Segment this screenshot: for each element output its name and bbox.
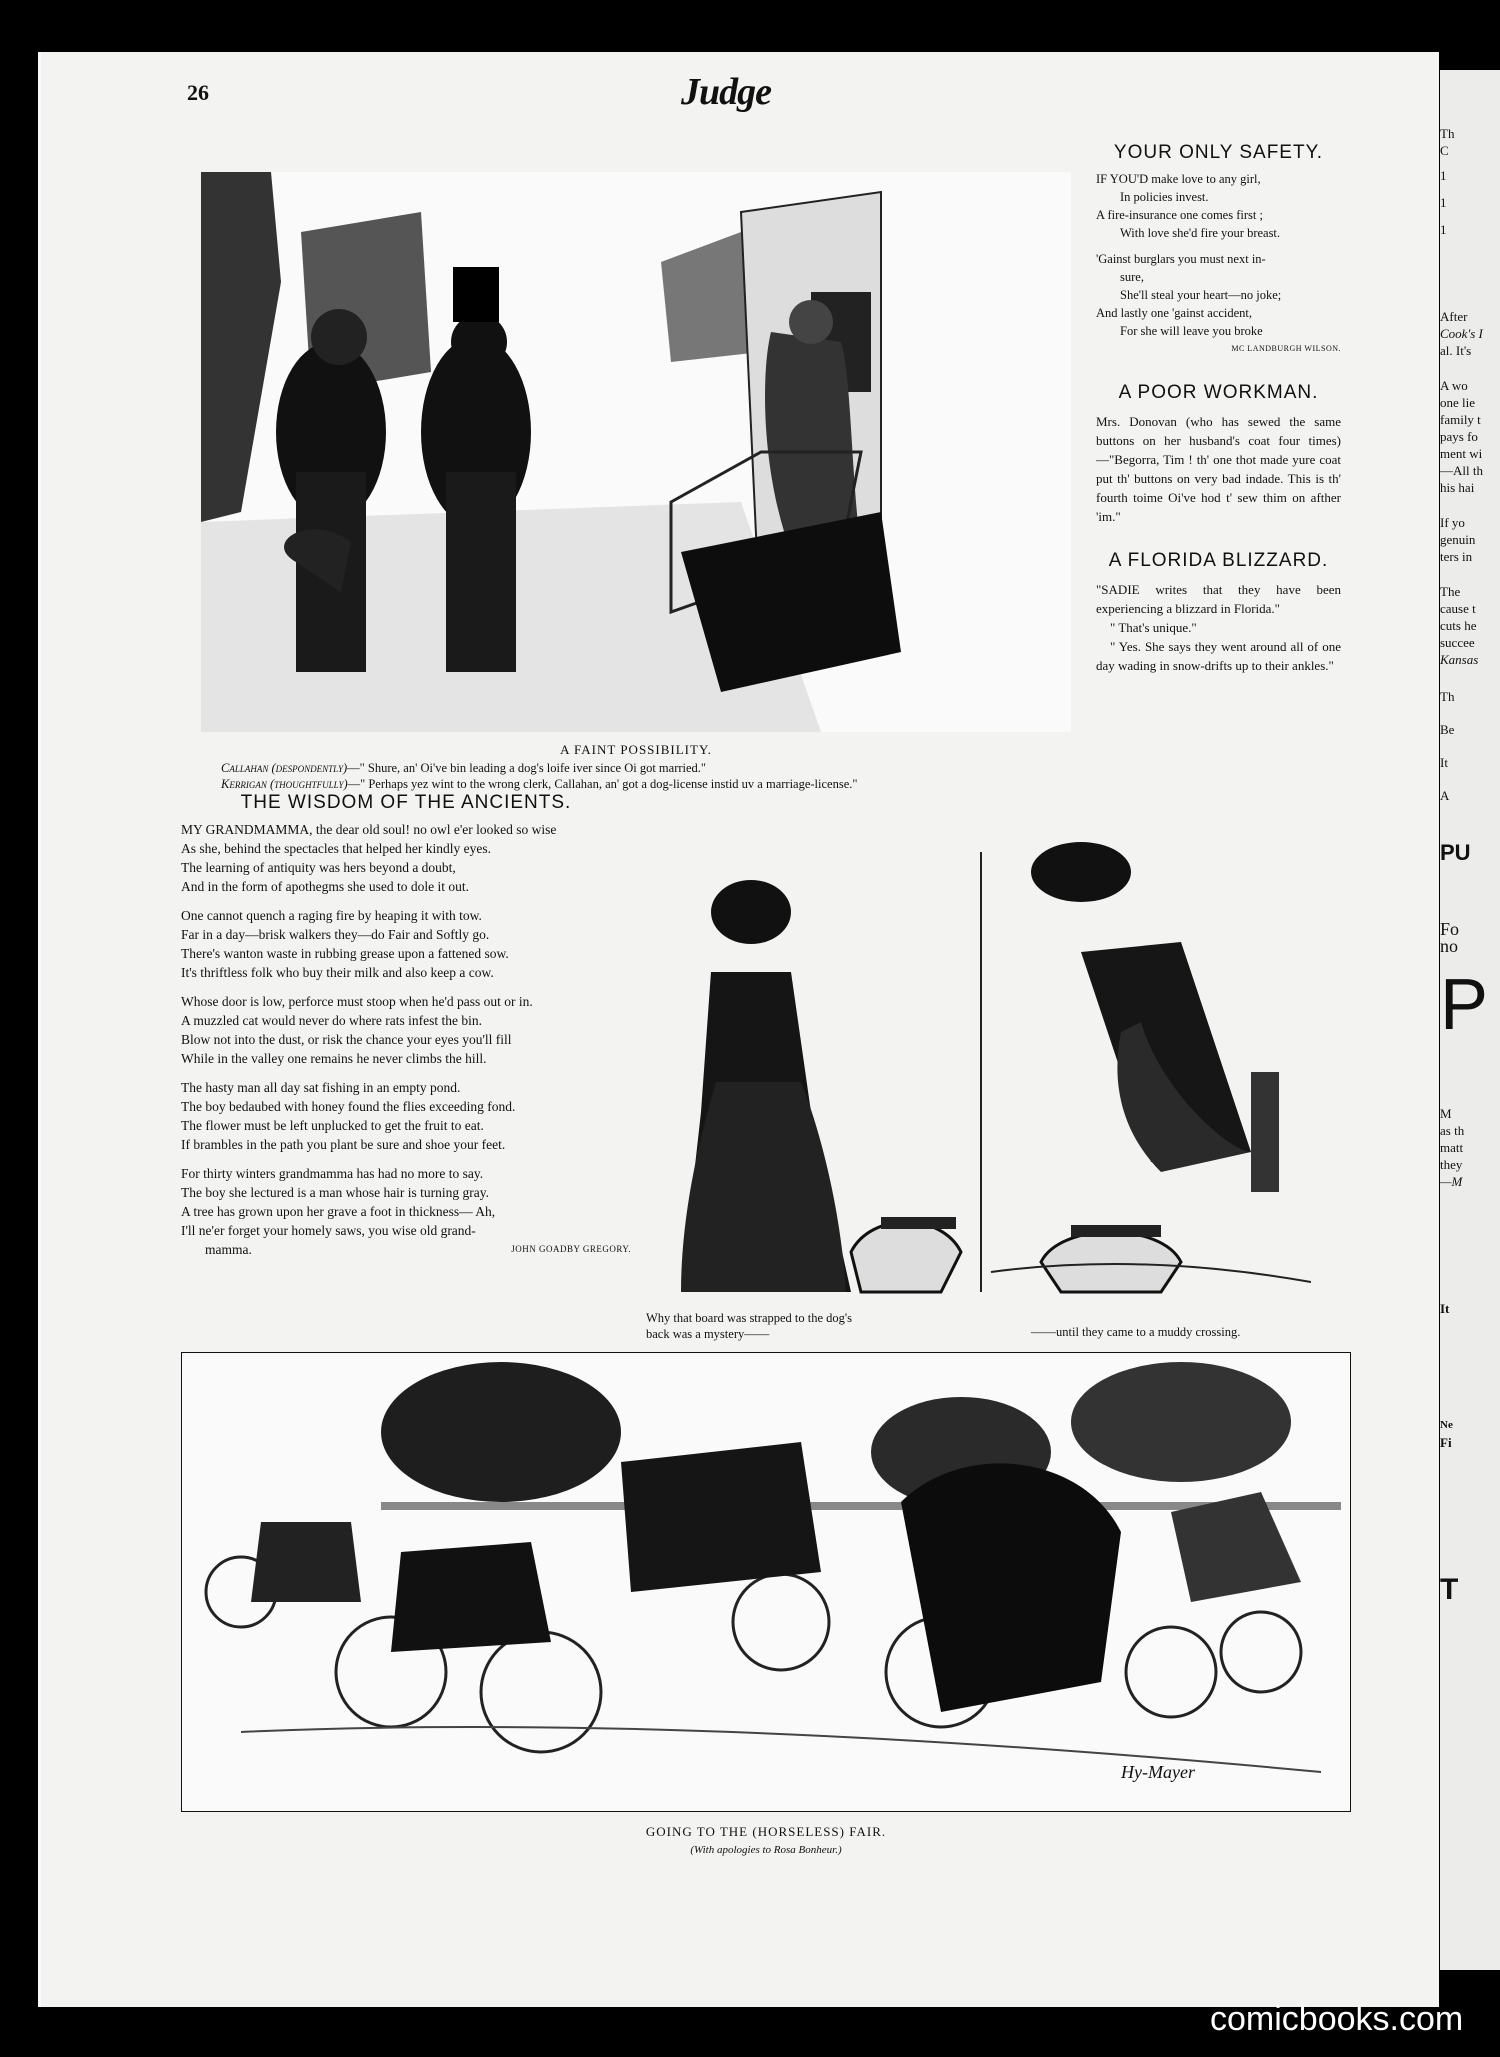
facing-fragment: If yo <box>1440 515 1465 530</box>
facing-fragment: It <box>1440 755 1448 770</box>
right-column <box>1096 142 1341 675</box>
poem-line: I'll ne'er forget your homely saws, you wise old grand- <box>181 1223 476 1238</box>
poem-line: The hasty man all day sat fishing in an empty pond. <box>181 1080 461 1095</box>
blizzard-text <box>1096 580 1341 675</box>
facing-fragment: Cook's I <box>1440 326 1483 341</box>
facing-fragment: —All th <box>1440 463 1483 478</box>
poem-line: Far in a day—brisk walkers they—do Fair and Softly go. <box>181 927 490 942</box>
wisdom-poem <box>181 820 631 1259</box>
poem-line: As she, behind the spectacles that helped her kindly eyes. <box>181 841 492 856</box>
facing-fragment: 1 <box>1440 222 1447 237</box>
poem-line: A muzzled cat would never do where rats infest the bin. <box>181 1013 483 1028</box>
facing-fragment: M <box>1440 1106 1452 1121</box>
facing-fragment: genuin <box>1440 532 1476 547</box>
blizzard-paragraph: " Yes. She says they went around all of one day wading in snow-drifts up to their ankles." <box>1096 639 1341 673</box>
facing-fragment: T <box>1440 1573 1459 1606</box>
poem-line: One cannot quench a raging fire by heaping it with tow. <box>181 908 482 923</box>
poem-line: It's thriftless folk who buy their milk and also keep a cow. <box>181 965 494 980</box>
facing-fragment: Th <box>1440 126 1455 141</box>
poem-line: Whose door is low, perforce must stoop when he'd pass out or in. <box>181 994 533 1009</box>
magazine-page <box>38 52 1439 2007</box>
cartoon1-quote1: —" Shure, an' Oi've bin leading a dog's loife iver since Oi got married." <box>347 761 707 775</box>
facing-fragment: ment wi <box>1440 446 1483 461</box>
poem-line: The boy bedaubed with honey found the flies exceeding fond. <box>181 1099 516 1114</box>
cartoon1-speaker2: Kerrigan (thoughtfully) <box>221 777 348 791</box>
facing-fragment: family t <box>1440 412 1481 427</box>
facing-fragment: PU <box>1440 840 1471 865</box>
wisdom-signature: JOHN GOADBY GREGORY. <box>511 1244 631 1254</box>
poem-line: While in the valley one remains he never climbs the hill. <box>181 1051 487 1066</box>
facing-fragment: A wo <box>1440 378 1468 393</box>
fair-artist-signature: Hy-Mayer <box>1121 1762 1195 1782</box>
dog-strip-caption-left: Why that board was strapped to the dog's back was a mystery—— <box>646 1311 853 1341</box>
facing-fragment: 1 <box>1440 168 1447 183</box>
facing-fragment: After <box>1440 309 1468 324</box>
wisdom-stanza <box>181 1078 631 1154</box>
facing-fragment: pays fo <box>1440 429 1478 444</box>
poem-line: mamma. <box>205 1242 252 1257</box>
facing-fragment: Kansas <box>1440 652 1479 667</box>
horseless-fair-illustration <box>181 1352 1351 1812</box>
poem-line: There's wanton waste in rubbing grease upon a fattened sow. <box>181 946 509 961</box>
facing-fragment: ters in <box>1440 549 1473 564</box>
safety-line: IF YOU'D make love to any girl, <box>1096 172 1261 186</box>
safety-line: For she will leave you broke <box>1120 324 1263 338</box>
facing-fragment: his hai <box>1440 480 1475 495</box>
cartoon1-speaker1: Callahan (despondently) <box>221 761 348 775</box>
dog-strip-caption-right: ——until they came to a muddy crossing. <box>1031 1325 1241 1339</box>
cartoon1-caption <box>201 760 1071 792</box>
safety-line: And lastly one 'gainst accident, <box>1096 306 1253 320</box>
wisdom-stanza <box>181 906 631 982</box>
cartoon-faint-possibility <box>201 172 1071 732</box>
facing-fragment: A <box>1440 788 1450 803</box>
cartoon1-quote2: —" Perhaps yez wint to the wrong clerk, Callahan, an' got a dog-license instid uv a marriage-license." <box>347 777 858 791</box>
wisdom-title: THE WISDOM OF THE ANCIENTS. <box>240 792 572 813</box>
facing-fragment: Ne <box>1440 1419 1453 1431</box>
wisdom-stanza <box>181 992 631 1068</box>
safety-line: sure, <box>1120 270 1144 284</box>
facing-fragment: It <box>1440 1301 1450 1316</box>
blizzard-title: A FLORIDA BLIZZARD. <box>1108 550 1329 571</box>
facing-page-fragment <box>1440 70 1500 1970</box>
facing-fragment: no <box>1440 936 1458 956</box>
poem-line: If brambles in the path you plant be sure and shoe your feet. <box>181 1137 506 1152</box>
safety-line: A fire-insurance one comes first ; <box>1096 208 1263 222</box>
facing-fragment: cuts he <box>1440 618 1477 633</box>
safety-poem <box>1096 170 1341 358</box>
blizzard-paragraph: "SADIE writes that they have been experiencing a blizzard in Florida." <box>1096 582 1341 616</box>
poem-line: MY GRANDMAMMA, the dear old soul! no owl e'er looked so wise <box>181 822 557 837</box>
facing-fragment: cause t <box>1440 601 1476 616</box>
safety-line: In policies invest. <box>1120 190 1209 204</box>
wisdom-stanza <box>181 1164 631 1259</box>
facing-fragment: Fi <box>1440 1435 1452 1450</box>
safety-title: YOUR ONLY SAFETY. <box>1113 142 1324 163</box>
poem-line: The learning of antiquity was hers beyond a doubt, <box>181 860 456 875</box>
poem-line: Blow not into the dust, or risk the chance your eyes you'll fill <box>181 1032 512 1047</box>
safety-line: With love she'd fire your breast. <box>1120 226 1281 240</box>
workman-title: A POOR WORKMAN. <box>1118 382 1319 403</box>
facing-fragment: as th <box>1440 1123 1465 1138</box>
fair-title: GOING TO THE (HORSELESS) FAIR. <box>645 1824 887 1839</box>
facing-fragment: Th <box>1440 689 1455 704</box>
workman-text: Mrs. Donovan (who has sewed the same buttons on her husband's coat four times)—"Begorra, Tim ! th' one thot made yure coat put th' buttons on very bad indade. This is th' fourth toime Oi've hod t' sew thim on afther 'im." <box>1096 414 1341 524</box>
facing-fragment: matt <box>1440 1140 1464 1155</box>
safety-line: She'll steal your heart—no joke; <box>1120 288 1282 302</box>
facing-fragment: —M <box>1440 1174 1463 1189</box>
poem-line: For thirty winters grandmamma has had no more to say. <box>181 1166 484 1181</box>
fair-subtitle: (With apologies to Rosa Bonheur.) <box>690 1844 842 1856</box>
facing-fragment: P <box>1440 965 1489 1045</box>
facing-fragment: they <box>1440 1157 1463 1172</box>
safety-signature: MC LANDBURGH WILSON. <box>1231 344 1341 353</box>
facing-fragment: C <box>1440 143 1449 158</box>
site-watermark: comicbooks.com <box>1210 2000 1464 2038</box>
wisdom-stanza <box>181 820 631 896</box>
facing-fragment: al. It's <box>1440 343 1472 358</box>
facing-fragment: Be <box>1440 722 1455 737</box>
blizzard-paragraph: " That's unique." <box>1110 620 1197 635</box>
facing-fragment: succee <box>1440 635 1475 650</box>
dog-strip-illustration <box>641 832 1311 1302</box>
facing-fragment: one lie <box>1440 395 1476 410</box>
poem-line: The flower must be left unplucked to get the fruit to eat. <box>181 1118 484 1133</box>
cartoon1-title: A FAINT POSSIBILITY. <box>560 742 712 757</box>
facing-fragment: Fo <box>1440 919 1460 939</box>
page-number: 26 <box>187 80 209 105</box>
poem-line: And in the form of apothegms she used to dole it out. <box>181 879 469 894</box>
poem-line: The boy she lectured is a man whose hair is turning gray. <box>181 1185 490 1200</box>
facing-fragment: 1 <box>1440 195 1447 210</box>
poem-line: A tree has grown upon her grave a foot in thickness— Ah, <box>181 1204 496 1219</box>
wisdom-poem-section <box>181 792 631 1269</box>
safety-line: 'Gainst burglars you must next in- <box>1096 252 1266 266</box>
facing-fragment: The <box>1440 584 1461 599</box>
poem-last-line <box>181 1240 631 1259</box>
masthead-title: Judge <box>681 71 771 113</box>
